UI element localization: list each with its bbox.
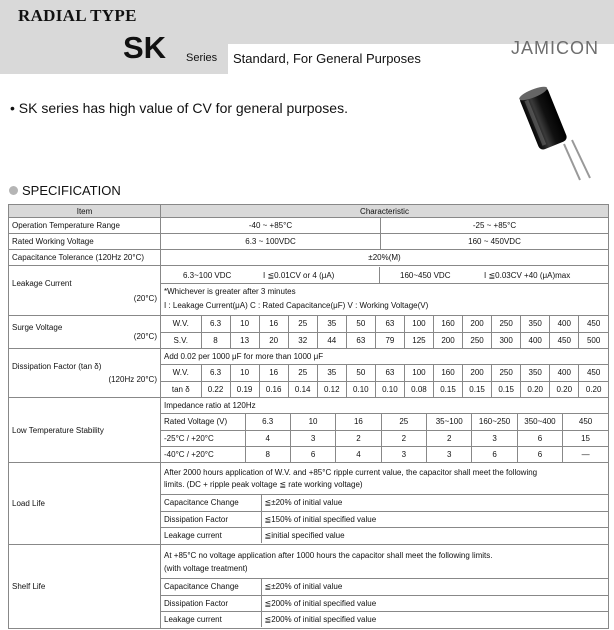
bullet-dot-icon <box>9 186 18 195</box>
dissipation-label-cell <box>9 349 161 398</box>
lt-head-cell: 6.3 <box>245 414 290 430</box>
lt-r2-cell: 6 <box>517 446 562 462</box>
standard-text: Standard, For General Purposes <box>233 51 421 66</box>
df-tan-cell: 0.10 <box>346 381 375 397</box>
header-band <box>0 0 614 74</box>
df-tan-cell: 0.20 <box>550 381 579 397</box>
lt-r2-cell: 3 <box>427 446 472 462</box>
op-temp-a: -40 ~ +85°C <box>161 218 381 234</box>
col-characteristic: Characteristic <box>161 205 609 218</box>
spec-title: SPECIFICATION <box>9 183 121 198</box>
limit-label: Capacitance Change <box>161 495 261 511</box>
surge-sv-cell: 125 <box>404 332 433 348</box>
df-wv-cell: 63 <box>375 365 404 381</box>
surge-wv-cell: 35 <box>317 316 346 332</box>
lt-r1-cell: 3 <box>290 430 335 446</box>
surge-sv-label: S.V. <box>161 332 201 348</box>
series-code: SK <box>123 30 167 65</box>
limit-value: ≦±20% of initial value <box>261 495 608 511</box>
leakage-low-range: 6.3~100 VDC I ≦0.01CV or 4 (μA) <box>161 267 380 284</box>
limit-value: ≦150% of initial specified value <box>261 511 608 527</box>
surge-sv-cell: 200 <box>434 332 463 348</box>
df-wv-cell: 25 <box>288 365 317 381</box>
load-life-table <box>161 495 608 543</box>
df-wv-cell: 50 <box>346 365 375 381</box>
limit-value: ≦initial specified value <box>261 527 608 543</box>
df-tan-cell: 0.20 <box>579 381 608 397</box>
type-title: RADIAL TYPE <box>18 6 137 25</box>
limit-value: ≦±20% of initial value <box>261 579 608 595</box>
limit-label: Leakage current <box>161 527 261 543</box>
low-temp-note: Impedance ratio at 120Hz <box>161 398 608 414</box>
specification-table <box>8 204 609 629</box>
surge-label: Surge Voltage <box>12 323 63 332</box>
lt-r2-label: -40°C / +20°C <box>161 446 245 462</box>
shelf-life-note: At +85°C no voltage application after 1000 hours the capacitor shall meet the following limits. (with voltage treatment) <box>161 546 608 579</box>
low-temp-label: Low Temperature Stability <box>9 398 161 463</box>
surge-sv-cell: 450 <box>550 332 579 348</box>
surge-wv-cell: 350 <box>521 316 550 332</box>
df-wv-cell: 6.3 <box>201 365 230 381</box>
surge-label-cell <box>9 316 161 349</box>
surge-sv-cell: 79 <box>375 332 404 348</box>
df-wv-cell: 400 <box>550 365 579 381</box>
lt-r1-cell: 4 <box>245 430 290 446</box>
lt-r2-cell: 6 <box>472 446 517 462</box>
low-temp-table <box>161 414 608 462</box>
limit-label: Leakage current <box>161 611 261 627</box>
df-tan-cell: 0.16 <box>259 381 288 397</box>
surge-wv-cell: 450 <box>579 316 608 332</box>
df-tan-cell: 0.15 <box>434 381 463 397</box>
brand-logo: JAMICON <box>511 38 599 58</box>
lt-r1-cell: 2 <box>427 430 472 446</box>
leakage-temp: (20°C) <box>133 293 157 303</box>
df-wv-cell: 100 <box>404 365 433 381</box>
shelf-life-label: Shelf Life <box>9 545 161 629</box>
df-wv-cell: 16 <box>259 365 288 381</box>
lt-r2-cell: 4 <box>336 446 381 462</box>
rated-voltage-a: 6.3 ~ 100VDC <box>161 234 381 250</box>
lt-r2-cell: 6 <box>290 446 335 462</box>
leakage-high-range: 160~450 VDC I ≦0.03CV +40 (μA)max <box>400 270 571 280</box>
lt-r2-cell: 3 <box>381 446 426 462</box>
df-wv-cell: 350 <box>521 365 550 381</box>
rated-voltage-label: Rated Working Voltage <box>9 234 161 250</box>
lt-r2-cell: — <box>563 446 608 462</box>
df-tan-label: tan δ <box>161 381 201 397</box>
surge-sv-cell: 300 <box>492 332 521 348</box>
leakage-label: Leakage Current <box>12 278 72 288</box>
df-tan-cell: 0.15 <box>463 381 492 397</box>
dissipation-temp: (120Hz 20°C) <box>108 375 157 384</box>
surge-table <box>161 316 608 348</box>
lt-head-cell: 25 <box>381 414 426 430</box>
lt-head-cell: 160~250 <box>472 414 517 430</box>
lt-head-cell: 350~400 <box>517 414 562 430</box>
limit-label: Dissipation Factor <box>161 511 261 527</box>
dissipation-table <box>161 365 608 397</box>
col-item: Item <box>9 205 161 218</box>
surge-wv-cell: 250 <box>492 316 521 332</box>
df-tan-cell: 0.19 <box>230 381 259 397</box>
lt-r1-label: -25°C / +20°C <box>161 430 245 446</box>
rated-voltage-b: 160 ~ 450VDC <box>381 234 609 250</box>
surge-wv-cell: 50 <box>346 316 375 332</box>
limit-label: Capacitance Change <box>161 579 261 595</box>
df-wv-label: W.V. <box>161 365 201 381</box>
surge-wv-cell: 6.3 <box>201 316 230 332</box>
surge-sv-cell: 63 <box>346 332 375 348</box>
surge-wv-cell: 63 <box>375 316 404 332</box>
surge-sv-cell: 44 <box>317 332 346 348</box>
dissipation-note: Add 0.02 per 1000 μF for more than 1000 μF <box>161 349 608 365</box>
surge-sv-cell: 8 <box>201 332 230 348</box>
capacitor-photo <box>508 82 600 182</box>
surge-sv-cell: 500 <box>579 332 608 348</box>
limit-value: ≦200% of initial specified value <box>261 595 608 611</box>
df-tan-cell: 0.08 <box>404 381 433 397</box>
df-tan-cell: 0.14 <box>288 381 317 397</box>
surge-wv-cell: 10 <box>230 316 259 332</box>
lt-r1-cell: 2 <box>381 430 426 446</box>
lt-r1-cell: 2 <box>336 430 381 446</box>
leakage-note1: *Whichever is greater after 3 minutes <box>164 287 296 296</box>
load-life-note: After 2000 hours application of W.V. and +85°C ripple current value, the capacitor shall meet the following limits. (DC + ripple peak voltage ≦ rate working voltage) <box>161 464 608 495</box>
surge-sv-cell: 400 <box>521 332 550 348</box>
surge-wv-cell: 25 <box>288 316 317 332</box>
surge-wv-cell: 16 <box>259 316 288 332</box>
lt-r1-cell: 6 <box>517 430 562 446</box>
surge-wv-cell: 160 <box>434 316 463 332</box>
df-tan-cell: 0.20 <box>521 381 550 397</box>
leakage-label-cell <box>9 266 161 316</box>
df-wv-cell: 35 <box>317 365 346 381</box>
df-wv-cell: 160 <box>434 365 463 381</box>
surge-wv-cell: 100 <box>404 316 433 332</box>
df-tan-cell: 0.12 <box>317 381 346 397</box>
op-temp-label: Operation Temperature Range <box>9 218 161 234</box>
df-tan-cell: 0.22 <box>201 381 230 397</box>
df-wv-cell: 250 <box>492 365 521 381</box>
shelf-life-table <box>161 579 608 627</box>
op-temp-b: -25 ~ +85°C <box>381 218 609 234</box>
limit-value: ≦200% of initial specified value <box>261 611 608 627</box>
load-life-label: Load Life <box>9 463 161 545</box>
lt-head-cell: 10 <box>290 414 335 430</box>
cap-tol-label: Capacitance Tolerance (120Hz 20°C) <box>9 250 161 266</box>
lt-head-cell: 35~100 <box>427 414 472 430</box>
lt-head-cell: 450 <box>563 414 608 430</box>
surge-sv-cell: 32 <box>288 332 317 348</box>
lt-head-cell: 16 <box>336 414 381 430</box>
surge-temp: (20°C) <box>133 332 157 341</box>
limit-label: Dissipation Factor <box>161 595 261 611</box>
series-word: Series <box>186 52 218 64</box>
cap-tol-value: ±20%(M) <box>161 250 609 266</box>
leakage-content <box>161 266 609 316</box>
feature-bullet: • SK series has high value of CV for general purposes. <box>10 100 348 116</box>
df-tan-cell: 0.10 <box>375 381 404 397</box>
surge-wv-cell: 400 <box>550 316 579 332</box>
lt-r1-cell: 15 <box>563 430 608 446</box>
surge-sv-cell: 250 <box>463 332 492 348</box>
df-wv-cell: 10 <box>230 365 259 381</box>
df-wv-cell: 450 <box>579 365 608 381</box>
leakage-note2: I : Leakage Current(μA) C : Rated Capacitance(μF) V : Working Voltage(V) <box>164 301 429 310</box>
surge-sv-cell: 20 <box>259 332 288 348</box>
lt-r1-cell: 3 <box>472 430 517 446</box>
lt-head-label: Rated Voltage (V) <box>161 414 245 430</box>
dissipation-label: Dissipation Factor (tan δ) <box>12 362 102 371</box>
df-tan-cell: 0.15 <box>492 381 521 397</box>
surge-sv-cell: 13 <box>230 332 259 348</box>
surge-wv-label: W.V. <box>161 316 201 332</box>
surge-wv-cell: 200 <box>463 316 492 332</box>
df-wv-cell: 200 <box>463 365 492 381</box>
lt-r2-cell: 8 <box>245 446 290 462</box>
